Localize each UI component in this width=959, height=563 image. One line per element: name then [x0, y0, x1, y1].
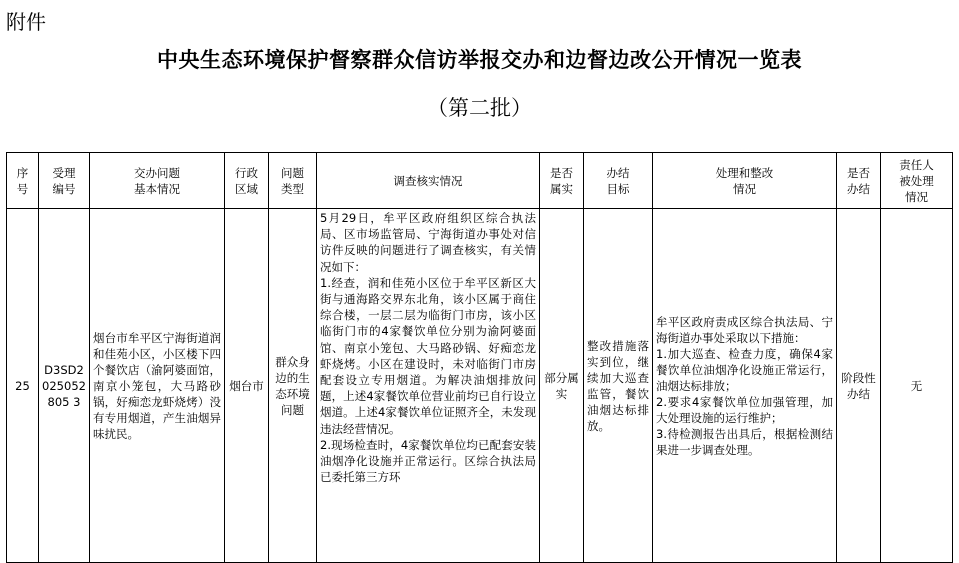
investigation-point-2: 2.现场检查时，4家餐饮单位均已配套安装油烟净化设施并正常运行。区综合执法局已委托第三方环	[320, 437, 536, 485]
cell-verified: 部分属实	[540, 209, 584, 563]
cell-handling	[653, 209, 837, 563]
header-handling: 处理和整改 情况	[653, 153, 837, 209]
cell-target: 整改措施落实到位，继续加大巡查监管，餐饮油烟达标排放。	[584, 209, 653, 563]
header-closed: 是否 办结	[837, 153, 881, 209]
header-issue-type: 问题 类型	[269, 153, 317, 209]
document-title: 中央生态环境保护督察群众信访举报交办和边督边改公开情况一览表	[157, 48, 802, 72]
cell-seq: 25	[7, 209, 39, 563]
header-seq: 序 号	[7, 153, 39, 209]
attachment-label: 附件	[6, 10, 46, 34]
document-subtitle: （第二批）	[427, 96, 532, 120]
header-receipt-no: 受理 编号	[39, 153, 90, 209]
investigation-point-1: 1.经查，润和佳苑小区位于牟平区新区大街与通海路交界东北角，该小区属于商住综合楼，一层二层为临街门市房，该小区临街门市的4家餐饮单位分别为渝阿婆面馆、南京小笼包、大马路砂锅、好痴恋龙虾烧烤。小区在建设时，未对临街门市房配套设立专用烟道。为解决油烟排放问题，上述4家餐饮单位营业前均已自行设立烟道。上述4家餐饮单位证照齐全，未发现违法经营情况。	[320, 275, 536, 436]
cell-issue-type: 群众身边的生态环境问题	[269, 209, 317, 563]
cell-issue: 烟台市牟平区宁海街道润和佳苑小区，小区楼下四个餐饮店（渝阿婆面馆，南京小笼包，大马路砂锅，好痴恋龙虾烧烤）没有专用烟道，产生油烟异味扰民。	[90, 209, 225, 563]
header-target: 办结 目标	[584, 153, 653, 209]
handling-measure-1: 1.加大巡查、检查力度，确保4家餐饮单位油烟净化设施正常运行，油烟达标排放；	[656, 346, 833, 393]
header-verified: 是否 属实	[540, 153, 584, 209]
cell-closed: 阶段性办结	[837, 209, 881, 563]
handling-measure-3: 3.待检测报告出具后，根据检测结果进一步调查处理。	[656, 426, 833, 457]
header-accountability: 责任人 被处理 情况	[881, 153, 953, 209]
cell-region: 烟台市	[225, 209, 269, 563]
table-header-row	[7, 153, 953, 209]
petition-table	[6, 152, 953, 563]
handling-measure-2: 2.要求4家餐饮单位加强管理，加大处理设施的运行维护；	[656, 394, 833, 425]
cell-receipt-no: D3SD2025052805 3	[39, 209, 90, 563]
cell-investigation	[317, 209, 540, 563]
header-investigation: 调查核实情况	[317, 153, 540, 209]
cell-accountability: 无	[881, 209, 953, 563]
table-row	[7, 209, 953, 563]
investigation-intro: 5月29日，牟平区政府组织区综合执法局、区市场监管局、宁海街道办事处对信访件反映的问题进行了调查核实，有关情况如下：	[320, 211, 536, 274]
header-issue: 交办问题 基本情况	[90, 153, 225, 209]
handling-intro: 牟平区政府责成区综合执法局、宁海街道办事处采取以下措施：	[656, 314, 833, 345]
header-region: 行政 区域	[225, 153, 269, 209]
